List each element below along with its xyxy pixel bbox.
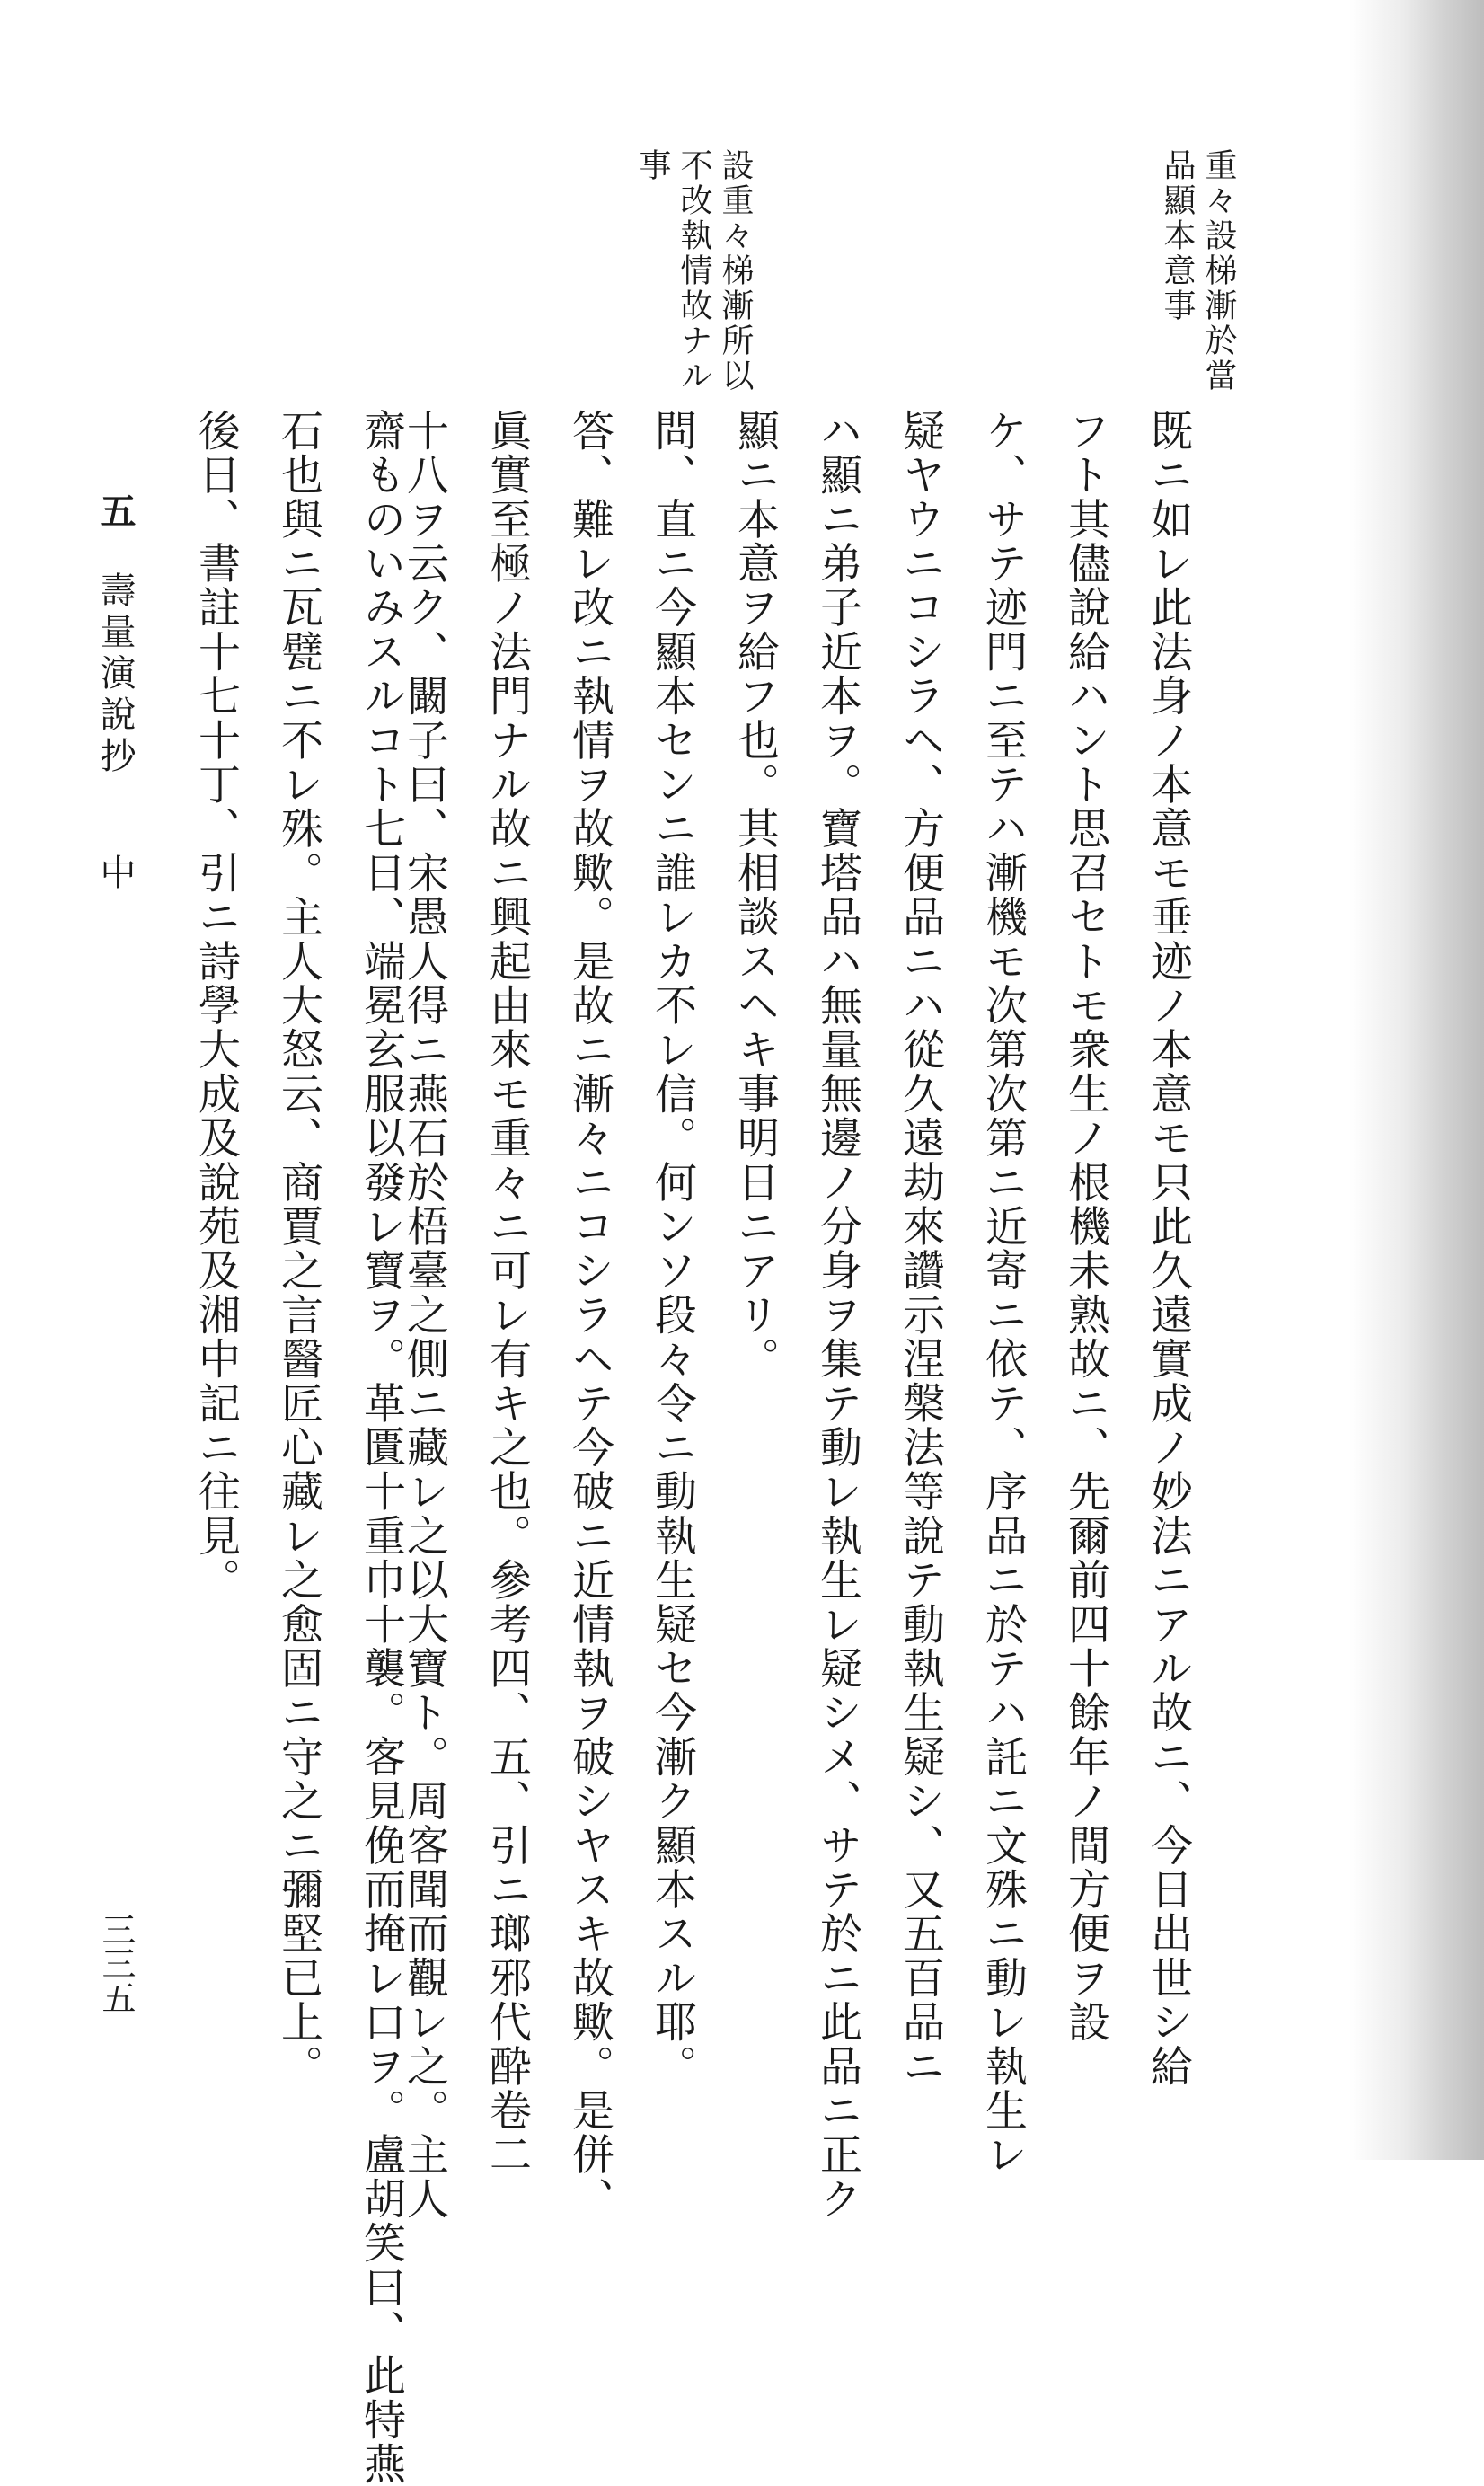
body-line: 顯ニ本意ヲ給フ也。其相談スヘキ事明日ニアリ。 xyxy=(730,409,780,1382)
body-line: 問、直ニ今顯本センニ誰レカ不レ信。何ンソ段々令ニ動執生疑セ今漸ク顯本スル耶。 xyxy=(648,409,697,2089)
headnote-2-line-2: 不改執情故ナル xyxy=(676,148,712,394)
body-line: フト其儘說給ハント思召セトモ衆生ノ根機未熟故ニ、先爾前四十餘年ノ間方便ヲ設 xyxy=(1061,409,1110,2045)
body-line: 疑ヤウニコシラヘ、方便品ニハ從久遠劫來讚示涅槃法等說テ動執生疑シ、又五百品ニ xyxy=(896,409,945,2089)
footer-section-number: 五 xyxy=(94,492,137,534)
page-number: 三三五 xyxy=(96,1912,136,2014)
body-line: 答、難レ改ニ執情ヲ故歟。是故ニ漸々ニコシラヘテ今破ニ近情執ヲ破シヤスキ故歟。是併、 xyxy=(565,409,614,2222)
book-spine-shadow xyxy=(1349,0,1484,2160)
body-line: 後日、書註十七十丁、引ニ詩學大成及說苑及湘中記ニ往見。 xyxy=(191,409,241,1603)
body-line: 十八ヲ云ク、闞子曰、宋愚人得ニ燕石於梧臺之側ニ藏レ之以大寶ト。周客聞而觀レ之。主人 xyxy=(400,409,449,2222)
body-line: ケ、サテ迹門ニ至テハ漸機モ次第次第ニ近寄ニ依テ、序品ニ於テハ託ニ文殊ニ動レ執生レ xyxy=(978,409,1028,2177)
body-line: 石也與ニ瓦甓ニ不レ殊。主人大怒云、商賈之言醫匠心藏レ之愈固ニ守之ニ彌堅已上。 xyxy=(274,409,323,2089)
body-line: 齋ものいみスルコト七日、端冕玄服以發レ寶ヲ。革匱十重巾十襲。客見俛而掩レ口ヲ。盧胡笑曰、此特燕 xyxy=(357,409,406,2486)
headnote-2-line-3: 事 xyxy=(634,148,671,183)
body-line: 眞實至極ノ法門ナル故ニ興起由來モ重々ニ可レ有キ之也。參考四、五、引ニ瑯邪代酔卷二 xyxy=(482,409,532,2177)
headnote-2-line-1: 設重々梯漸所以 xyxy=(717,148,754,394)
body-line: ハ顯ニ弟子近本ヲ。寶塔品ハ無量無邊ノ分身ヲ集テ動レ執生レ疑シメ、サテ於ニ此品ニ正ク xyxy=(813,409,862,2222)
footer-volume: 中 xyxy=(94,854,136,895)
footer-book-title: 壽量演說抄 xyxy=(94,571,136,778)
body-line: 既ニ如レ此法身ノ本意モ垂迹ノ本意モ只此久遠實成ノ妙法ニアル故ニ、今日出世シ給 xyxy=(1144,409,1193,2089)
headnote-1-line-2: 品顯本意事 xyxy=(1159,148,1196,323)
headnote-1-line-1: 重々設梯漸於當 xyxy=(1200,148,1237,394)
